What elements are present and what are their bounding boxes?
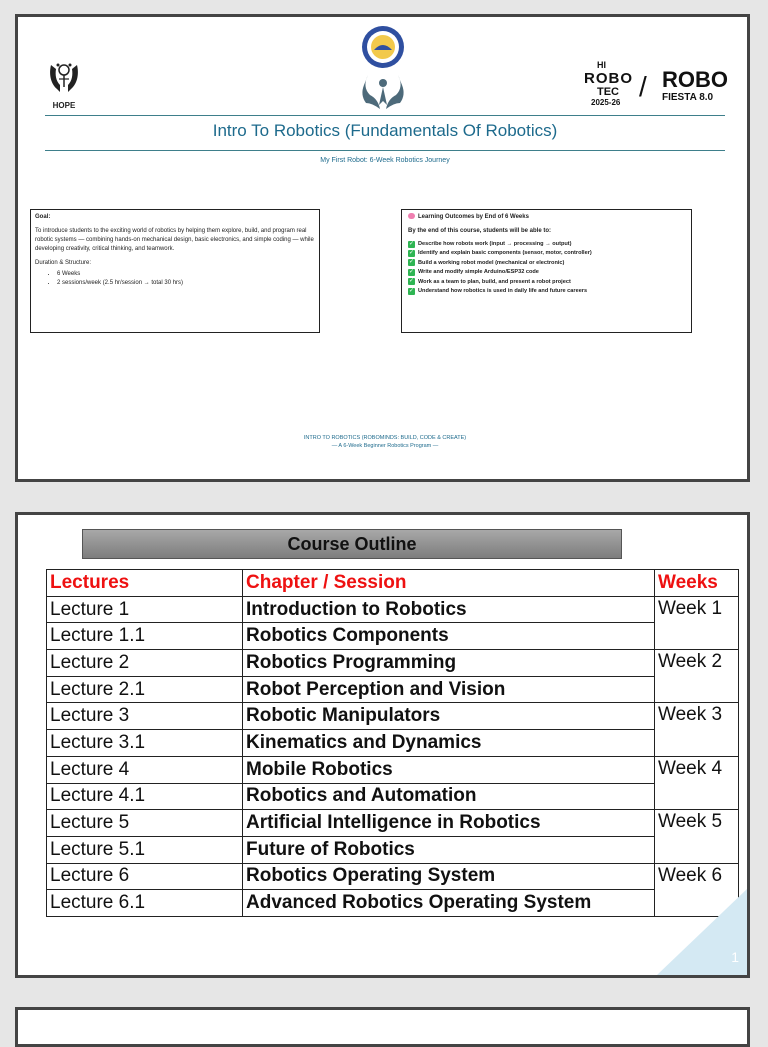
goal-text: To introduce students to the exciting world of robotics by helping them explore, build, and program real robotic systems — combining hands-on mechanical design, basic electronics, and simple coding — while developing creativity, critical thinking, and teamwork. (35, 228, 314, 252)
table-row (47, 730, 739, 757)
lecture-cell: Lecture 6.1 (47, 890, 243, 917)
week-cell: Week 1 (655, 596, 739, 649)
table-row (47, 623, 739, 650)
robotec-robo-text: ROBO (584, 70, 633, 87)
lecture-cell: Lecture 3.1 (47, 730, 243, 757)
slide-course-outline (15, 512, 750, 978)
table-row (47, 863, 739, 890)
week-cell: Week 5 (655, 810, 739, 863)
lecture-cell: Lecture 4.1 (47, 783, 243, 810)
outcomes-heading: Learning Outcomes by End of 6 Weeks (418, 214, 529, 220)
outcomes-box (401, 209, 692, 333)
robofiesta-fiesta-text: FIESTA 8.0 (662, 92, 714, 103)
robotec-robofiesta-logo (584, 60, 728, 113)
robotec-hi-text: HI (597, 60, 606, 70)
robofiesta-robo-text: ROBO (662, 67, 728, 92)
page-number: 1 (731, 949, 739, 965)
university-seal-icon (348, 23, 418, 113)
outcome-item (408, 278, 685, 286)
goal-box (30, 209, 320, 333)
outcome-text: Build a working robot model (mechanical or electronic) (418, 259, 565, 266)
outcome-item (408, 287, 685, 295)
table-row (47, 890, 739, 917)
page-subtitle: My First Robot: 6-Week Robotics Journey (320, 157, 450, 164)
course-outline-table (46, 569, 739, 917)
chapter-cell: Robotics and Automation (243, 783, 655, 810)
outcome-text: Identify and explain basic components (sensor, motor, controller) (418, 250, 592, 257)
week-cell: Week 6 (655, 863, 739, 916)
chapter-cell: Advanced Robotics Operating System (243, 890, 655, 917)
lecture-cell: Lecture 4 (47, 756, 243, 783)
table-row (47, 756, 739, 783)
lecture-cell: Lecture 2.1 (47, 676, 243, 703)
outcome-item (408, 249, 685, 257)
chapter-cell: Robotics Programming (243, 650, 655, 677)
outcome-text: Describe how robots work (input → processing → output) (418, 241, 572, 247)
logo-separator: / (639, 71, 647, 102)
slide-intro (15, 14, 750, 482)
outcome-text: Work as a team to plan, build, and present a robot project (418, 278, 571, 285)
hope-hands-icon (47, 59, 81, 95)
slide-next-partial (15, 1007, 750, 1047)
check-icon: ✓ (408, 240, 415, 247)
outcome-item (408, 240, 685, 248)
goal-heading: Goal: (35, 214, 51, 220)
table-row (47, 836, 739, 863)
check-icon: ✓ (408, 268, 415, 275)
chapter-cell: Kinematics and Dynamics (243, 730, 655, 757)
check-icon: ✓ (408, 259, 415, 266)
duration-item: • 2 sessions/week (2.5 hr/session → total 30 hrs) (57, 279, 315, 288)
header-chapter: Chapter / Session (243, 570, 655, 597)
lecture-cell: Lecture 1.1 (47, 623, 243, 650)
chapter-cell: Introduction to Robotics (243, 596, 655, 623)
lecture-cell: Lecture 6 (47, 863, 243, 890)
course-outline-title: Course Outline (82, 529, 622, 559)
chapter-cell: Robotics Components (243, 623, 655, 650)
table-row (47, 783, 739, 810)
lecture-cell: Lecture 5.1 (47, 836, 243, 863)
footer-line-1: INTRO TO ROBOTICS (ROBOMINDS: BUILD, CODE & CREATE) (303, 435, 467, 441)
outcome-item (408, 268, 685, 276)
header-weeks: Weeks (655, 570, 739, 597)
chapter-cell: Robot Perception and Vision (243, 676, 655, 703)
week-cell: Week 3 (655, 703, 739, 756)
duration-item: • 6 Weeks (57, 270, 315, 279)
week-cell: Week 2 (655, 650, 739, 703)
table-row (47, 596, 739, 623)
chapter-cell: Robotic Manipulators (243, 703, 655, 730)
header-lectures: Lectures (47, 570, 243, 597)
lecture-cell: Lecture 3 (47, 703, 243, 730)
chapter-cell: Artificial Intelligence in Robotics (243, 810, 655, 837)
chapter-cell: Robotics Operating System (243, 863, 655, 890)
lecture-cell: Lecture 2 (47, 650, 243, 677)
check-icon: ✓ (408, 278, 415, 285)
table-row (47, 703, 739, 730)
check-icon: ✓ (408, 250, 415, 257)
lecture-cell: Lecture 5 (47, 810, 243, 837)
duration-heading: Duration & Structure: (35, 260, 92, 266)
slide-footer (45, 435, 725, 450)
table-row (47, 810, 739, 837)
lecture-cell: Lecture 1 (47, 596, 243, 623)
check-icon: ✓ (408, 287, 415, 294)
outcome-text: Write and modify simple Arduino/ESP32 code (418, 269, 539, 276)
chapter-cell: Mobile Robotics (243, 756, 655, 783)
title-bottom-rule (45, 150, 725, 151)
duration-list (35, 270, 315, 288)
university-seal (348, 23, 418, 113)
outcomes-intro: By the end of this course, students will be able to: (408, 228, 552, 234)
robotec-year-text: 2025-26 (591, 98, 621, 107)
page-title: Intro To Robotics (Fundamentals Of Robotics) (212, 121, 558, 140)
footer-line-2: — A 6-Week Beginner Robotics Program — (331, 442, 439, 449)
table-row (47, 650, 739, 677)
table-header-row (47, 570, 739, 597)
week-cell: Week 4 (655, 756, 739, 809)
chapter-cell: Future of Robotics (243, 836, 655, 863)
table-row (47, 676, 739, 703)
outcome-item (408, 259, 685, 267)
outcome-text: Understand how robotics is used in daily life and future careers (418, 287, 588, 294)
hope-logo (46, 59, 82, 110)
brain-icon (408, 213, 415, 219)
robotec-tec-text: TEC (597, 86, 619, 98)
title-top-rule (45, 115, 725, 116)
hope-logo-text: HOPE (52, 101, 76, 110)
